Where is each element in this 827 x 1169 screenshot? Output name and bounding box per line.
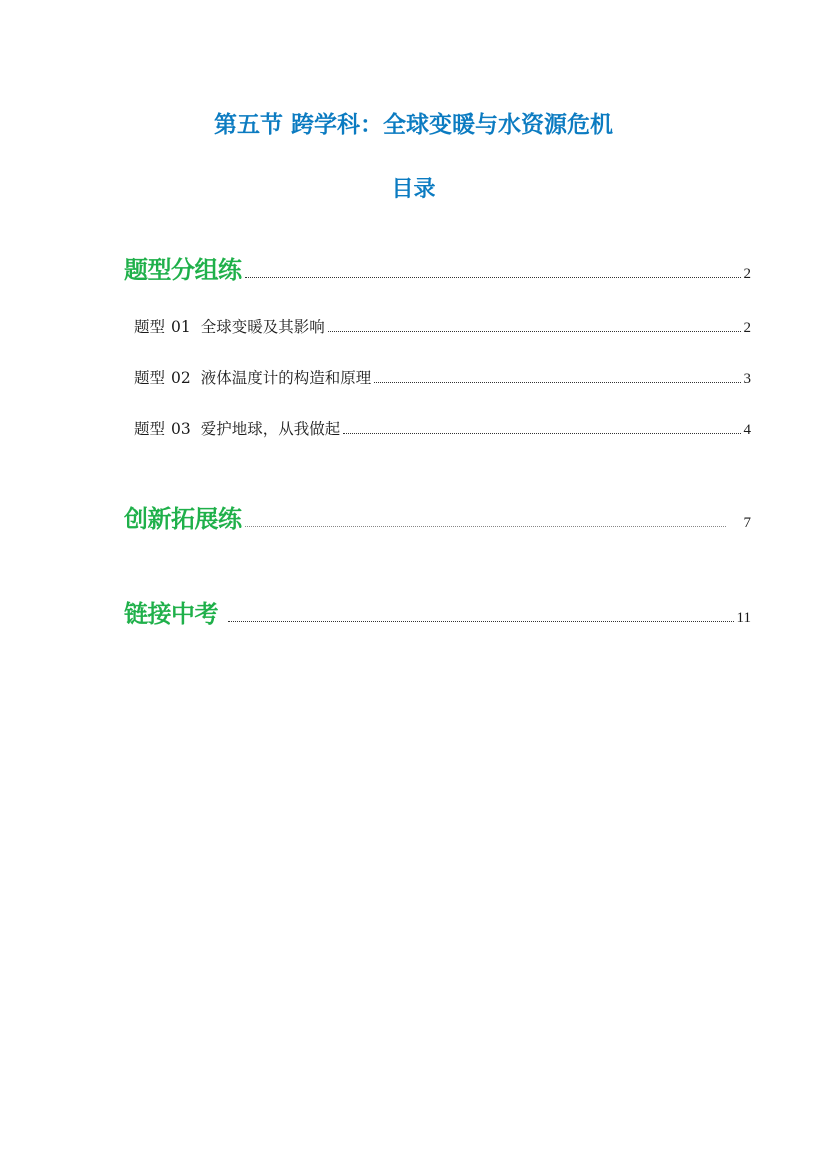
toc-leader-dots <box>343 433 740 434</box>
toc-entry-section-1[interactable] <box>124 250 751 285</box>
toc-page-number: 11 <box>736 610 751 626</box>
toc-section-label: 创新拓展练 <box>124 505 242 533</box>
toc-leader-dots <box>374 382 740 383</box>
toc-entry-section-3[interactable] <box>124 594 751 629</box>
toc-leader-dots <box>328 331 741 332</box>
toc-page-number: 2 <box>743 320 751 336</box>
toc-item-type: 题型 <box>134 369 166 387</box>
toc-leader-dots <box>228 621 734 622</box>
toc-page-number: 4 <box>743 422 751 438</box>
toc-page-number: 2 <box>743 266 751 282</box>
toc-page-number: 7 <box>743 515 751 531</box>
toc-heading: 目录 <box>391 177 436 202</box>
toc-section-label: 链接中考 <box>124 600 218 628</box>
toc-leader-dots <box>245 277 741 278</box>
toc-item-title: 全球变暖及其影响 <box>200 318 325 336</box>
toc-item-type: 题型 <box>134 318 166 336</box>
toc-page-number: 3 <box>743 371 751 387</box>
toc-item-title: 爱护地球，从我做起 <box>200 420 341 438</box>
toc-entry-item-2[interactable] <box>134 366 751 388</box>
toc-item-label <box>134 417 340 439</box>
toc-item-number: 01 <box>171 318 191 336</box>
toc-item-label <box>134 315 325 337</box>
toc-entry-item-1[interactable] <box>134 315 751 337</box>
toc-item-type: 题型 <box>134 420 166 438</box>
document-title: 第五节 跨学科：全球变暖与水资源危机 <box>213 112 613 138</box>
toc-item-label <box>134 366 371 388</box>
toc-leader-dots <box>245 526 726 527</box>
toc-item-number: 03 <box>171 420 191 438</box>
toc-item-title: 液体温度计的构造和原理 <box>200 369 372 387</box>
toc-entry-item-3[interactable] <box>134 417 751 439</box>
toc-section-label: 题型分组练 <box>124 256 242 284</box>
toc-entry-section-2[interactable] <box>124 499 751 534</box>
toc-item-number: 02 <box>171 369 191 387</box>
